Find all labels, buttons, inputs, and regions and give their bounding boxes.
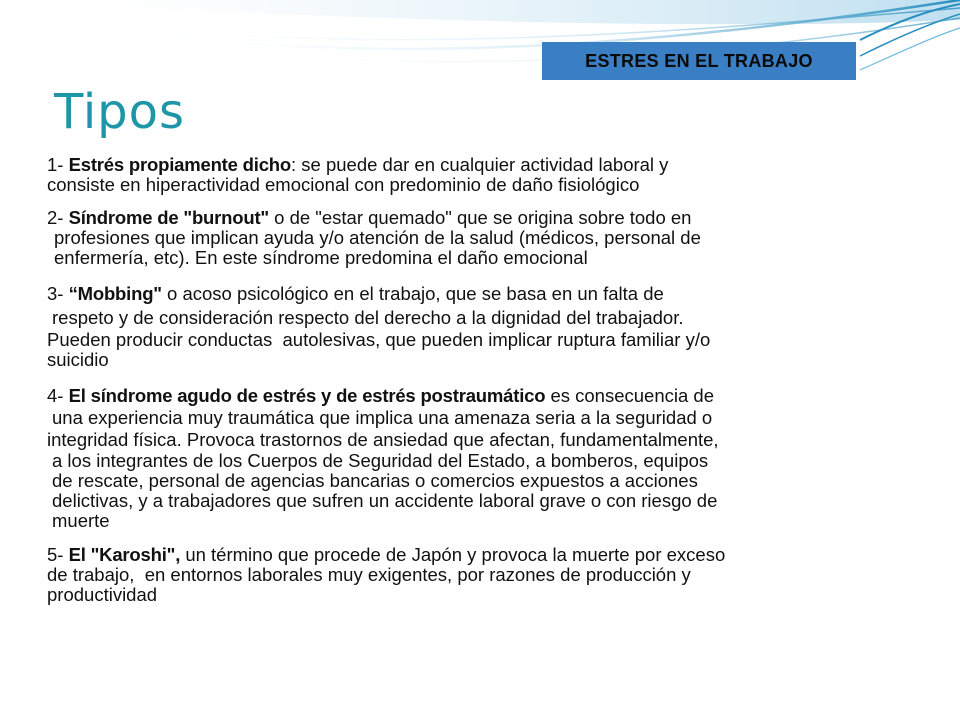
item-text: productividad (47, 584, 158, 605)
item-text: integridad física. Provoca trastornos de ansiedad que afectan, fundamentalmente, (47, 429, 719, 450)
item-text: delictivas, y a trabajadores que sufren un accidente laboral grave o con riesgo de (52, 490, 718, 511)
item-text: una experiencia muy traumática que implica una amenaza seria a la seguridad o (52, 407, 713, 428)
item-label: Estrés propiamente dicho (68, 154, 291, 175)
item-text: : se puede dar en cualquier actividad laboral y (291, 154, 669, 175)
item-text: o acoso psicológico en el trabajo, que se basa en un falta de (161, 283, 664, 304)
slide-title: Tipos (54, 84, 186, 140)
item-text: Pueden producir conductas autolesivas, que pueden implicar ruptura familiar y/o (47, 329, 711, 350)
item-number: 3- (47, 283, 69, 304)
item-text: profesiones que implican ayuda y/o atención de la salud (médicos, personal de (54, 227, 701, 248)
item-text: de rescate, personal de agencias bancarias o comercios expuestos a acciones (52, 470, 698, 491)
item-number: 1- (47, 154, 69, 175)
item-text: de trabajo, en entornos laborales muy exigentes, por razones de producción y (47, 564, 691, 585)
item-label: Síndrome de "burnout" (68, 207, 269, 228)
list-item-1 (47, 155, 907, 195)
item-text: es consecuencia de (545, 385, 714, 406)
item-text: o de "estar quemado" que se origina sobre todo en (269, 207, 692, 228)
list-item-3 (47, 282, 907, 370)
list-item-5 (47, 545, 907, 605)
item-label: El síndrome agudo de estrés y de estrés postraumático (68, 385, 546, 406)
header-banner: ESTRES EN EL TRABAJO (542, 42, 856, 80)
item-number: 2- (47, 207, 69, 228)
slide-content (47, 155, 907, 605)
item-text: respeto y de consideración respecto del derecho a la dignidad del trabajador. (52, 307, 684, 328)
list-item-2 (47, 208, 907, 268)
item-text: enfermería, etc). En este síndrome predomina el daño emocional (54, 247, 588, 268)
item-number: 5- (47, 544, 69, 565)
item-number: 4- (47, 385, 69, 406)
item-text: muerte (52, 510, 110, 531)
list-item-4 (47, 385, 907, 531)
item-text: consiste en hiperactividad emocional con predominio de daño fisiológico (47, 174, 640, 195)
item-text: suicidio (47, 349, 109, 370)
item-label: El "Karoshi", (68, 544, 181, 565)
item-text: a los integrantes de los Cuerpos de Seguridad del Estado, a bomberos, equipos (52, 450, 709, 471)
item-text: un término que procede de Japón y provoca la muerte por exceso (180, 544, 726, 565)
item-label: “Mobbing" (68, 283, 162, 304)
